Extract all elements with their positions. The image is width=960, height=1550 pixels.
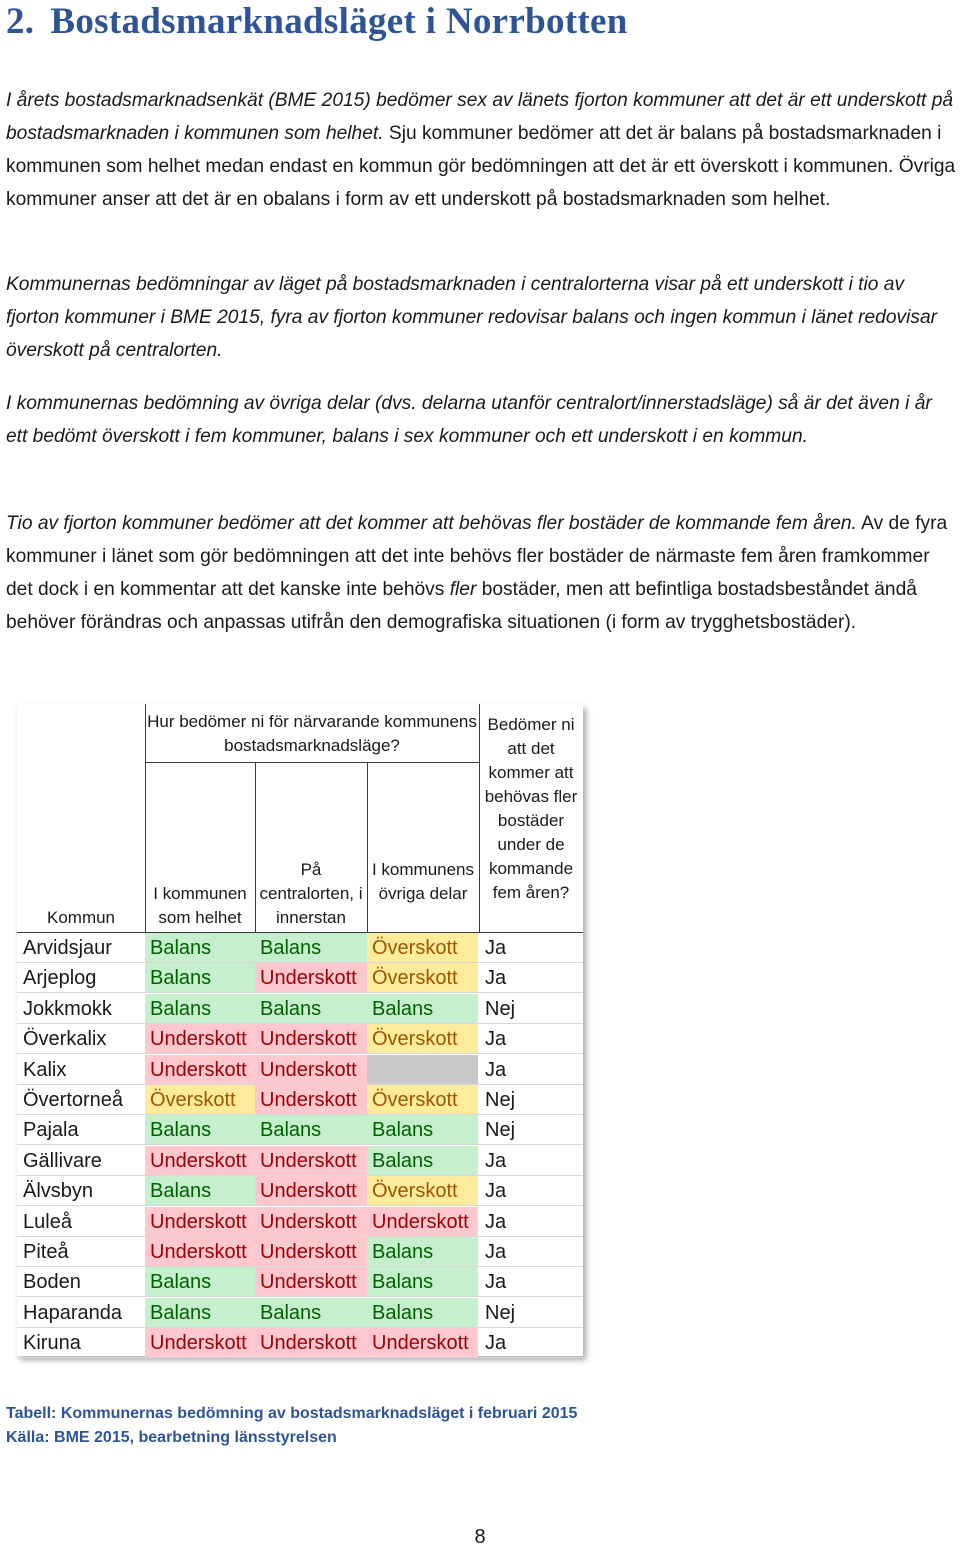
cell-central: Underskott (255, 1267, 367, 1297)
cell-hela: Överskott (145, 1085, 255, 1115)
cell-ovriga: Överskott (367, 933, 478, 963)
cell-behov: Nej (485, 1089, 516, 1111)
section-heading (6, 0, 628, 43)
kommun-name: Övertorneå (23, 1089, 124, 1111)
paragraph-3: I kommunernas bedömning av övriga delar (dvs. delarna utanför centralort/innerstadsläge) så är det även i år ett bedömt överskott i fem kommuner, balans i sex kommuner och ett underskott i en kommun. (6, 393, 932, 447)
table-row (17, 994, 583, 1024)
paragraph-4-body-a: Av de fyra kommuner i länet som gör bedömningen att det inte behövs fler bostäder de närmaste fem åren framkommer det dock i en kommentar att det kanske inte behövs (6, 513, 948, 600)
cell-hela: Underskott (145, 1055, 255, 1085)
cell-hela: Balans (145, 994, 255, 1024)
kommun-name: Kalix (23, 1058, 67, 1081)
section-title: Bostadsmarknadsläget i Norrbotten (50, 1, 628, 42)
table-row (17, 1055, 583, 1085)
cell-hela: Underskott (145, 1024, 255, 1054)
cell-hela: Underskott (145, 1237, 255, 1267)
cell-behov: Ja (485, 1058, 507, 1081)
table-caption: Tabell: Kommunernas bedömning av bostadsmarknadsläget i februari 2015 (6, 1405, 578, 1422)
cell-hela: Balans (145, 1298, 255, 1328)
page-number: 8 (474, 1526, 486, 1548)
group-header: Hur bedömer ni för närvarande kommunens bostadsmarknadsläge? (147, 712, 477, 755)
cell-ovriga: Överskott (367, 1024, 478, 1054)
paragraph-4-emphasis: fler (449, 579, 477, 600)
cell-ovriga: Balans (367, 1146, 478, 1176)
column-header-kommun: Kommun (46, 908, 116, 927)
cell-central: Balans (255, 994, 367, 1024)
table-row (17, 1298, 583, 1328)
cell-central: Balans (255, 933, 367, 963)
table-source: Källa: BME 2015, bearbetning länsstyrelsen (6, 1429, 337, 1446)
header-divider (255, 763, 256, 932)
cell-central: Underskott (255, 1146, 367, 1176)
kommun-name: Pajala (23, 1119, 79, 1142)
section-number: 2. (6, 1, 35, 42)
cell-behov: Ja (485, 1241, 507, 1263)
table-row (17, 1146, 583, 1176)
cell-central: Underskott (255, 1328, 367, 1358)
table-row (17, 933, 583, 963)
column-header-ovriga: I kommunens övriga delar (371, 860, 475, 903)
cell-behov: Ja (485, 1180, 507, 1203)
cell-central: Underskott (255, 1237, 367, 1267)
cell-ovriga: Balans (367, 1267, 478, 1297)
header-divider (479, 704, 480, 932)
header-divider (367, 763, 368, 932)
kommun-name: Kiruna (23, 1332, 81, 1355)
cell-ovriga: Överskott (367, 1176, 478, 1206)
assessment-table (17, 704, 583, 1356)
paragraph-2: Kommunernas bedömningar av läget på bostadsmarknaden i centralorterna visar på ett underskott i tio av fjorton kommuner i BME 2015, fyra av fjorton kommuner redovisar balans och ingen kommun i länet redovisar överskott på centralorten. (6, 274, 938, 361)
cell-central: Underskott (255, 1024, 367, 1054)
table-row (17, 1085, 583, 1115)
cell-behov: Ja (485, 1210, 507, 1233)
kommun-name: Piteå (23, 1241, 69, 1263)
row-separator (17, 1357, 583, 1358)
paragraph-4-lead: Tio av fjorton kommuner bedömer att det kommer att behövas fler bostäder de kommande fem åren. (6, 513, 857, 534)
table-row (17, 1024, 583, 1054)
paragraph-4 (6, 507, 956, 639)
cell-ovriga (367, 1055, 478, 1085)
cell-behov: Ja (485, 1332, 507, 1355)
kommun-name: Överkalix (23, 1028, 107, 1051)
cell-ovriga: Balans (367, 1298, 478, 1328)
kommun-name: Haparanda (23, 1301, 122, 1324)
cell-ovriga: Balans (367, 1115, 478, 1145)
cell-hela: Underskott (145, 1146, 255, 1176)
cell-ovriga: Underskott (367, 1328, 478, 1358)
cell-ovriga: Överskott (367, 1085, 478, 1115)
kommun-name: Boden (23, 1271, 81, 1294)
cell-central: Underskott (255, 963, 367, 993)
cell-hela: Underskott (145, 1328, 255, 1358)
table-row (17, 1237, 583, 1267)
cell-central: Balans (255, 1298, 367, 1328)
paragraph-1-body: Sju kommuner bedömer att det är balans på bostadsmarknaden i kommunen som helhet medan endast en kommun gör bedömningen att det är ett överskott i kommunen. Övriga kommuner anser att det är en obalans i form av ett underskott på bostadsmarknaden som helhet. (6, 123, 956, 210)
table-row (17, 963, 583, 993)
header-divider (145, 762, 479, 763)
paragraph-1-lead: I årets bostadsmarknadsenkät (BME 2015) bedömer sex av länets fjorton kommuner att det är ett underskott på bostadsmarknaden i kommunen som helhet. (6, 90, 954, 144)
cell-central: Underskott (255, 1055, 367, 1085)
column-header-hela: I kommunen som helhet (153, 884, 247, 927)
kommun-name: Älvsbyn (23, 1180, 94, 1203)
cell-central: Underskott (255, 1085, 367, 1115)
cell-hela: Balans (145, 933, 255, 963)
cell-ovriga: Underskott (367, 1207, 478, 1237)
cell-central: Underskott (255, 1207, 367, 1237)
cell-behov: Nej (485, 997, 516, 1020)
cell-behov: Ja (485, 1028, 507, 1051)
cell-behov: Ja (485, 1149, 507, 1172)
column-header-behov: Bedömer ni att det kommer att behövas fler bostäder under de kommande fem åren? (484, 715, 578, 902)
cell-hela: Balans (145, 963, 255, 993)
cell-ovriga: Balans (367, 1237, 478, 1267)
kommun-name: Gällivare (23, 1149, 102, 1172)
kommun-name: Luleå (23, 1210, 72, 1233)
paragraph-4-body-b: bostäder, men att befintliga bostadsbeståndet ändå behöver förändras och anpassas utifrån den demografiska situationen (i form av trygghetsbostäder). (6, 579, 917, 633)
table-row (17, 1328, 583, 1358)
cell-behov: Ja (485, 1271, 507, 1294)
table-row (17, 1176, 583, 1206)
kommun-name: Arvidsjaur (23, 937, 112, 959)
column-header-central: På centralorten, i innerstan (259, 860, 363, 927)
kommun-name: Jokkmokk (23, 997, 112, 1020)
cell-central: Balans (255, 1115, 367, 1145)
cell-ovriga: Balans (367, 994, 478, 1024)
table-row (17, 1267, 583, 1297)
paragraph-1 (6, 84, 956, 216)
cell-central: Underskott (255, 1176, 367, 1206)
cell-hela: Balans (145, 1176, 255, 1206)
cell-hela: Underskott (145, 1207, 255, 1237)
table-row (17, 1115, 583, 1145)
cell-behov: Ja (485, 937, 507, 959)
cell-behov: Nej (485, 1119, 516, 1142)
table-row (17, 1207, 583, 1237)
kommun-name: Arjeplog (23, 967, 97, 990)
cell-ovriga: Överskott (367, 963, 478, 993)
cell-behov: Ja (485, 967, 507, 990)
cell-hela: Balans (145, 1267, 255, 1297)
cell-hela: Balans (145, 1115, 255, 1145)
cell-behov: Nej (485, 1301, 516, 1324)
